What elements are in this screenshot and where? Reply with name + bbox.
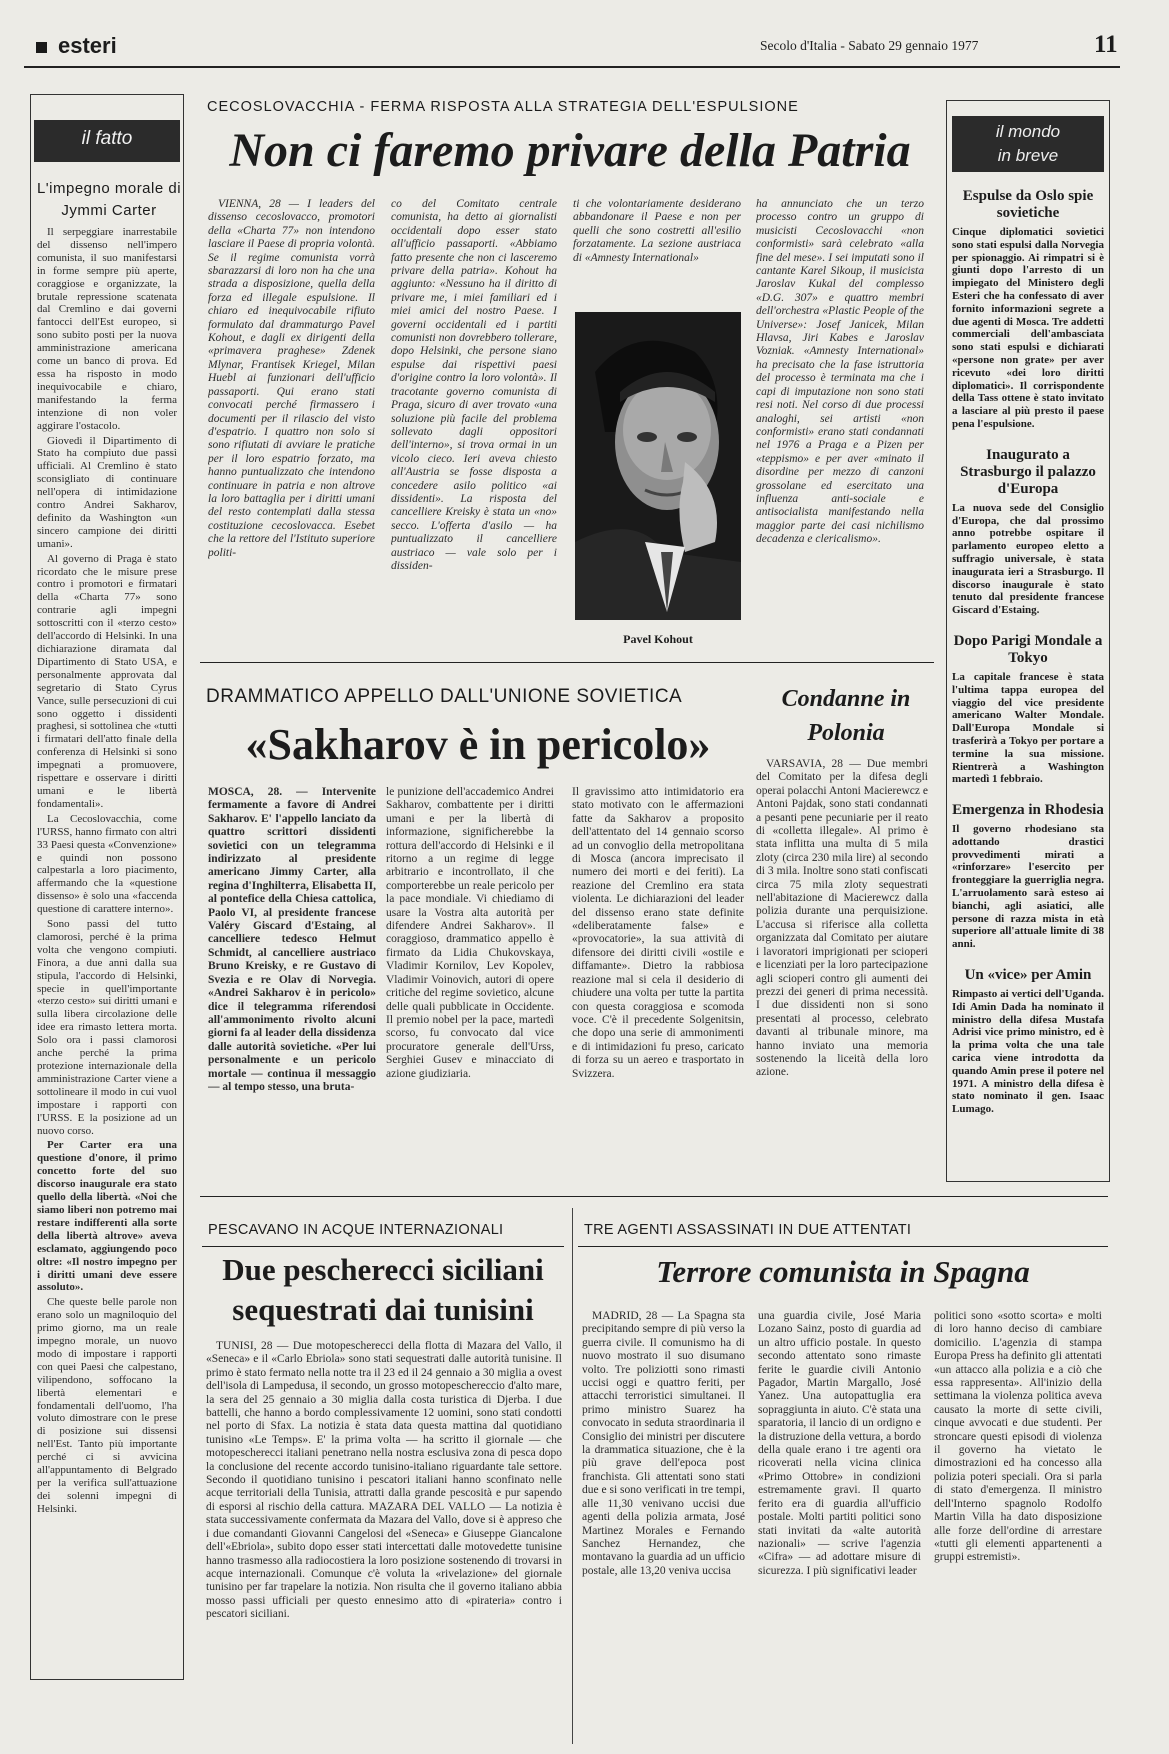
pescherecci-kicker: PESCAVANO IN ACQUE INTERNAZIONALI (208, 1222, 504, 1238)
sakharov-col-3: Il gravissimo atto intimidatorio era stato motivato con le affermazioni fatte da Sakharov a proposito dell'attentato del 14 gennaio scorso ad un convoglio della metropolitana di Mosca (ancora imprecisato il numero dei morti e dei feriti). La reazione del Cremlino era stata violenta. Le dichiarazioni del leader del dissenso erano state definite «deliberatamente false» e «provocatorie», la sua attività di difensore dei diritti civili «ostile e diffamante». Dietro la rabbiosa reazione mal si cela il desiderio di chiudere una volta per tutte la partita con questa coraggiosa e scomoda voce. C'è il precedente Solgenitsin, che dopo una serie di ammonimenti e di intimidazioni fu preso, caricato di forza su un aereo e trasportato in Svizzera. (572, 786, 744, 1080)
spagna-col-2: una guardia civile, José Maria Lozano Sainz, posto di guardia ad un altro ufficio postale. In questo secondo attentato sono rimaste ferite le guardie civili Antonio Pagador, Martin Margallo, José Yanez. Una autopattuglia era sopraggiunta in aiuto. C'è stata una sparatoria, il lancio di un ordigno e la distruzione della vettura, a bordo della quale erano i tre agenti ora ricoverati nella vicina clinica «Primo Ottobre» in condizioni estremamente gravi. Il quarto ferito era di guardia all'ufficio postale. Molti partiti politici sono stati invitati da «alte autorità nazionali» — scrive l'agenzia «Cifra» — ad adottare misure di sicurezza. I più significativi leader (758, 1310, 921, 1577)
il-fatto-body (37, 226, 177, 1668)
pescherecci-body: TUNISI, 28 — Due motopescherecci della flotta di Mazara del Vallo, il «Seneca» e il «Carlo Ebriola» sono stati sequestrati dalle autorità tunisine. Il primo è stato fermato nella notte tra il 23 ed il 24 gennaio a 30 miglia a ovest dell'isola di Lampedusa, il secondo, un grosso motopeschereccio d'alto mare, la sera del 25 gennaio a 30 miglia dalla costa turistica di Djerba. I due battelli, che hanno a bordo complessivamente 12 uomini, sono stati condotti nel porto di Sfax. La notizia è stata data questa mattina dal quotidiano tunisino «Le Temps». E' la prima volta — ha scritto il giornale — che motopescherecci italiani penetrano nella nostra esclusiva zona di pesca dopo la conclusione del recente accordo tunisino-italiano riguardante tale settore. Secondo il quotidiano tunisino i pescatori italiani hanno sconfinato nelle acque territoriali della Tunisia, attratti dalla grande pescosità e pur sapendo di esporsi al rischio della cattura. MAZARA DEL VALLO — La notizia è stata successivamente confermata da Mazara del Vallo, dove si è appreso che i due comandanti Giovanni Cangelosi del «Seneca» e Giuseppe Giancalone dell'«Ebriola», subito dopo esser stati intercettati dalle motovedette tunisine hanno trasmesso alla radiocostiera la loro posizione sostenendo di trovarsi in acque internazionali. Comunque c'è voluta la «rivelazione» del giornale tunisino per far trapelare la notizia. Non risulta che il governo italiano abbia mosso passi ufficiali per questo ennesimo atto di «pirateria» contro i pescatori siciliani. (206, 1340, 562, 1621)
page-dateline: Secolo d'Italia - Sabato 29 gennaio 1977 (760, 38, 979, 53)
brevi-item-body: La capitale francese è stata l'ultima tappa europea del viaggio del vice presidente americano Walter Mondale. Dall'Europa Mondale si trasferirà a Tokyo per portare a termine la sua missione. Rientrerà a Washington martedì 1 febbraio. (952, 670, 1104, 786)
brevi-item (952, 447, 1104, 617)
kohout-headline: Non ci faremo privare della Patria (229, 124, 911, 177)
pescherecci-rule (202, 1246, 564, 1247)
kohout-kicker: CECOSLOVACCHIA - FERMA RISPOSTA ALLA STRATEGIA DELL'ESPULSIONE (207, 99, 799, 115)
portrait-illustration (575, 312, 741, 620)
brevi-item (952, 967, 1104, 1116)
il-fatto-paragraph: Che queste belle parole non erano solo un magniloquio del primo giorno, ma un reale impegno morale, un nuovo modo di impostare i rapporti con quei Paesi che calpestano, vilipendono, soffocano la libertà elementari e fondamentali dell'uomo, l'ha voluto dimostrare con le prese di posizione sui dissensi nell'Est. Tanto più importante perché ci si avvicina all'appuntamento di Belgrado per la verifica sull'attuazione dei solenni impegni di Helsinki. (37, 1296, 177, 1515)
spagna-divider (572, 1208, 573, 1744)
brevi-item-body: La nuova sede del Consiglio d'Europa, che dal prossimo anno potrebbe ospitare il parlamento europeo eletto a suffragio universale, è stata inaugurata ieri a Strasburgo. Il discorso inaugurale è stato tenuto dal presidente francese Giscard d'Estaing. (952, 501, 1104, 617)
polonia-headline: Condanne in Polonia (781, 686, 911, 746)
spagna-col-1: MADRID, 28 — La Spagna sta precipitando sempre di più verso la guerra civile. Il comunismo ha di nuovo mostrato il suo disumano volto. Tre poliziotti sono rimasti uccisi oggi e quattro feriti, per attacchi terroristici simultanei. Il primo ministro Suarez ha convocato in seduta straordinaria il Consiglio dei ministri per discutere la drammatica situazione, che è la più grave dell'epoca post franchista. Gli attentati sono stati due e si sono verificati in tre tempi, alle 11,30 venivano uccisi due agenti della polizia armata, José Martinez Morales e Fernando Sanchez Hernandez, che montavano la guardia ad un ufficio postale, alle 13,20 veniva uccisa (582, 1310, 745, 1577)
brevi-item-body: Rimpasto ai vertici dell'Uganda. Idi Amin Dada ha nominato il ministro della difesa Mustafa Adrisi vice primo ministro, ed è la prima volta che una tale carica viene introdotta da quando Amin prese il potere nel 1971. A ministro della difesa è stato nominato il gen. Isaac Lumago. (952, 988, 1104, 1116)
il-fatto-paragraph: Al governo di Praga è stato ricordato che le misure prese contro i promotori e firmatari della «Charta 77» sono contrarie agli impegni sottoscritti con il «terzo cesto» dell'accordo di Helsinki. In una dichiarazione diramata dal Dipartimento di Stato USA, e personalmente approvata dal segretario di Stato Cyrus Vance, sulle persecuzioni di cui sono oggetto i dissidenti praghesi, si sottolinea che «tutti i firmatari dell'atto finale della conferenza di Helsinki si sono impegnati a promuovere, rispettare e osservare i diritti umani e le libertà fondamentali». (37, 552, 177, 810)
brevi-item (952, 802, 1104, 951)
sakharov-headline: «Sakharov è in pericolo» (245, 720, 711, 769)
kohout-col-1: VIENNA, 28 — I leaders del dissenso cecoslovacco, promotori della «Charta 77» non intendono lasciare il Paese di propria volontà. Se il regime comunista vorrà sbarazzarsi di loro non ha che una strada a disposizione, quella della forza ed illegale espulsione. Il chiaro ed inequivocabile rifiuto formulato dal drammaturgo Pavel Kohout, e dagli ex dirigenti della «primavera praghese» Zdenek Mlynar, Frantisek Kriegel, Milan Huebl ai funzionari dell'ufficio passaporti. Qui erano stati convocati perché firmassero i documenti per il rilascio del visto d'espatrio. I quattro non solo si sono rifiutati di avviare le pratiche per il loro espatrio forzato, ma hanno puntualizzato che intendono continuare in patria e non altrove la loro battaglia per i diritti umani del resto contemplati dalla stessa costituzione cecoslovacca. Esebet che la rettore del l'Istituto superiore politi- (208, 198, 375, 559)
page-number: 11 (1094, 31, 1118, 58)
brevi-item (952, 188, 1104, 431)
brevi-item-title: Un «vice» per Amin (964, 967, 1092, 984)
sakharov-col-2: le punizione dell'accademico Andrei Sakharov, combattente per i diritti umani e per la libertà di informazione, significherebbe la rottura dell'accordo di Helsinki e il ritorno a un regime di legge arbitrario e incontrollato, il che comporterebbe un reale pericolo per la pace mondiale. Vi chiediamo di usare la Vostra alta autorità per difendere Andrei Sakharov». Il coraggioso, drammatico appello è firmato da Lidia Chukovskaya, Vladimir Kornilov, Lev Kopolev, Vladimir Voinovich, autori di opere critiche del regime sovietico, alcune delle quali pubblicate in Occidente. Il premio nobel per la pace, martedì scorso, fu convocato dal vice procuratore generale dell'Urss, Serghiei Gusev e minacciato di azione giudiziaria. (386, 786, 554, 1080)
il-fatto-paragraph: Giovedì il Dipartimento di Stato ha compiuto due passi ufficiali. Al Cremlino è stato sconsigliato di continuare nell'opera di intimidazione contro Andrei Sakharov, definito da Washington «un sincero campione dei diritti umani». (37, 434, 177, 550)
kohout-bottom-rule (200, 662, 934, 663)
il-fatto-paragraph: La Cecoslovacchia, come l'URSS, hanno firmato con altri 33 Paesi questa «Convenzione» e quindi non possono calpestarla a loro piacimento, affermando che la «questione dissenso» è solo una «faccenda questione di carattere interno». (37, 812, 177, 916)
pescherecci-headline-line1: Due pescherecci siciliani (222, 1252, 544, 1287)
spagna-kicker: TRE AGENTI ASSASSINATI IN DUE ATTENTATI (584, 1222, 912, 1238)
middle-rule (200, 1196, 1108, 1197)
il-fatto-label: il fatto (81, 128, 133, 149)
header-rule (24, 66, 1120, 68)
il-fatto-paragraph: Il serpeggiare inarrestabile del dissenso nell'impero comunista, il suo manifestarsi in forme sempre più aperte, coraggiose e organizzate, la brutale repressione scatenata dal Cremlino e dai governi fantocci dell'Est europeo, si sono subito posti per la nuova amministrazione americana come un banco di prova. Ed essa ha risposto in modo inequivocabile e chiaro, manifestando la ferma intenzione di non voler aggirare l'ostacolo. (37, 226, 177, 432)
kohout-col-2: co del Comitato centrale comunista, ha detto ai giornalisti occidentali dopo esser stato all'ufficio passaporti. «Abbiamo fatto presente che non ci lasceremo privare della patria». Kohout ha aggiunto: «Nessuno ha il diritto di privare me, i miei familiari ed i miei amici del nostro Paese. I governi occidentali ed i partiti comunisti non dovrebbero tollerare, dopo Helsinki, che persone siano espulse dai rispettivi paesi d'origine contro la loro volontà». Il tracotante governo comunista di Praga, sicuro di aver trovato «una soluzione più facile del problema sollevato dagli oppositori dell'interno», si trova ormai in un vicolo cieco. Ieri aveva chiesto all'Austria se fosse disposta a concedere asilo politico «ai dissidenti». La risposta del cancelliere Kreisky è stata un «no» secco. L'offerta d'asilo — ha puntualizzato il cancelliere austriaco — vale solo per i dissiden- (391, 198, 557, 572)
kohout-photo (575, 312, 741, 620)
sakharov-kicker: DRAMMATICO APPELLO DALL'UNIONE SOVIETICA (206, 686, 683, 707)
brevi-item-body: Il governo rhodesiano sta adottando drastici provvedimenti mirati a «rinforzare» l'esercito per fronteggiare la guerriglia negra. L'arruolamento sarà esteso ai bianchi, agli asiatici, alle persone di razza mista in età superiore all'attuale limite di 38 anni. (952, 823, 1104, 951)
brevi-item-title: Dopo Parigi Mondale a Tokyo (953, 632, 1103, 666)
spagna-headline: Terrore comunista in Spagna (656, 1254, 1030, 1289)
spagna-col-3: politici sono «sotto scorta» e molti di loro hanno deciso di cambiare domicilio. L'agenzia di stampa Europa Press ha definito gli attentati «un attacco alla polizia e a ciò che essa rappresenta». All'inizio della settimana la violenza politica aveva causato la morte di sette civili, cinque avvocati e due studenti. Per stroncare questi episodi di violenza il governo ha vietato le dimostrazioni ed ha concesso alla polizia poteri speciali. Ora si parla di stato d'emergenza. Il ministro dell'Interno spagnolo Rodolfo Martin Villa ha dato disposizione alle forze dell'ordine di arrestare «tutti gli elementi appartenenti a gruppi estremisti». (934, 1310, 1102, 1564)
brevi-item (952, 633, 1104, 786)
il-fatto-title: L'impegno morale di Jymmi Carter (36, 180, 182, 219)
spagna-rule (578, 1246, 1108, 1247)
section-label: esteri (58, 33, 117, 58)
il-fatto-paragraph: Per Carter era una questione d'onore, il primo concetto forte del suo discorso inaugurale era stato quello della libertà. «Noi che siamo liberi non potremo mai restare indifferenti alla sorte della libertà altrove» aveva esclamato, aggiungendo poco oltre: «Il nostro impegno per i diritti umani deve essere assoluto». (37, 1139, 177, 1294)
kohout-col-4: ha annunciato che un terzo processo contro un gruppo di musicisti Cecoslovacchi «non conformisti» sarà celebrato «alla fine del mese». I sei imputati sono il cantante Karel Sikoup, il musicista Jaroslav Kukal del complesso «D.G. 307» e quattro membri dell'orchestra «Plastic People of the Universe»: Josef Janicek, Milan Hlavsa, Jiri Kabes e Jaroslav Vozniak. «Amnesty International» ha precisato che la fase istruttoria del processo è terminata ma che i capi di imputazione non sono stati resi noti. Nel corso di due processi analoghi, sei artisti «non conformisti» erano stati condannati nel 1976 a Praga e a Pizen per «teppismo» e per aver «minato il disordine per mezzo di canzoni grossolane ed esercitato una influenza anti-sociale e antisocialista manifestando nella maggior parte dei casi nichilismo decadenza e clericalismo». (756, 198, 924, 546)
brevi-item-title: Inaugurato a Strasburgo il palazzo d'Europa (960, 446, 1096, 497)
kohout-col-3: ti che volontariamente desiderano abbandonare il Paese e non per quelli che sono costretti all'esilio forzatamente. La sezione austriaca di «Amnesty International» (573, 198, 741, 264)
brevi-item-body: Cinque diplomatici sovietici sono stati espulsi dalla Norvegia per spionaggio. Ai rimpatri si è giunti dopo l'arresto di un impiegato del Ministero degli Esteri che ha confessato di aver fornito informazioni segrete a due agenti di Mosca. Tre addetti commerciali dell'ambasciata sono stati espulsi e dichiarati «persone non grate» per aver ricevuto «dei loro diritti diplomatici». Il corrispondente della Tass ottene è stato invitato a lasciare al più presto il paese pena l'espulsione. (952, 226, 1104, 430)
brevi-list (952, 178, 1104, 1174)
brevi-item-title: Emergenza in Rhodesia (952, 802, 1104, 819)
polonia-body: VARSAVIA, 28 — Due membri del Comitato per la difesa degli operai polacchi Antoni Macierewcz e Antoni Pajdak, sono stati condannati a pesanti pene pecuniarie per il reato di «colletta illegale». Al primo è stata inflitta una multa di 5 mila zloty (circa 230 mila lire) al secondo di 3 mila. Inoltre sono stati confiscati circa 75 mila zloty sequestrati nell'abitazione di Macierewcz dalla polizia durante una perquisizione. L'accusa si riferisce alla colletta organizzata dal Comitato per aiutare i lavoratori imprigionati per scioperi e licenziati per la loro partecipazione agli scioperi contro gli aumenti dei prezzi dei generi di prima necessità. I due dissidenti non si sono presentati al processo, celebrato davanti al tribunale minore, ma hanno inviato una memoria sostenendo la liceità della loro azione. (756, 758, 928, 1079)
sakharov-col-1: MOSCA, 28. — Intervenite fermamente a favore di Andrei Sakharov. E' l'appello lanciato da quattro scrittori dissidenti sovietici con un telegramma indirizzato al presidente americano Jimmy Carter, alla regina d'Inghilterra, Elisabetta II, al pontefice della Chiesa cattolica, Paolo VI, al presidente francese Valéry Giscard d'Estaing, al cancelliere tedesco Helmut Schmidt, al cancelliere austriaco Bruno Kreisky, e re Gustavo di Svezia e re Olav di Norvegia. «Andrei Sakharov è in pericolo» dice il telegramma riferendosi all'ammonimento rivolto alcuni giorni fa al leader della dissidenza dalle autorità sovietiche. «Per lui personalmente e un pericolo mortale — continua il messaggio — al tempo stesso, una bruta- (208, 786, 376, 1093)
brevi-label-line1: il mondo (995, 122, 1061, 141)
pescherecci-headline-line2: sequestrati dai tunisini (232, 1292, 534, 1327)
il-fatto-paragraph: Sono passi del tutto clamorosi, perché è la prima volta che vengono compiuti. Finora, a due anni dalla sua stipula, l'accordo di Helsinki, specie in quell'importante «terzo cesto» sui diritti umani e sulla libera circolazione delle idee era rimasto lettera morta. Solo ora i passi clamorosi anche perché la prima protezione internazionale della amministrazione Carter viene a sottolineare il modo in cui vuol impostare i rapporti con l'URSS. E la posizione ad un nuovo corso. (37, 918, 177, 1137)
kohout-photo-caption: Pavel Kohout (623, 632, 693, 646)
brevi-item-title: Espulse da Oslo spie sovietiche (962, 188, 1094, 221)
section-marker (36, 42, 47, 53)
brevi-label-line2: in breve (997, 146, 1059, 165)
